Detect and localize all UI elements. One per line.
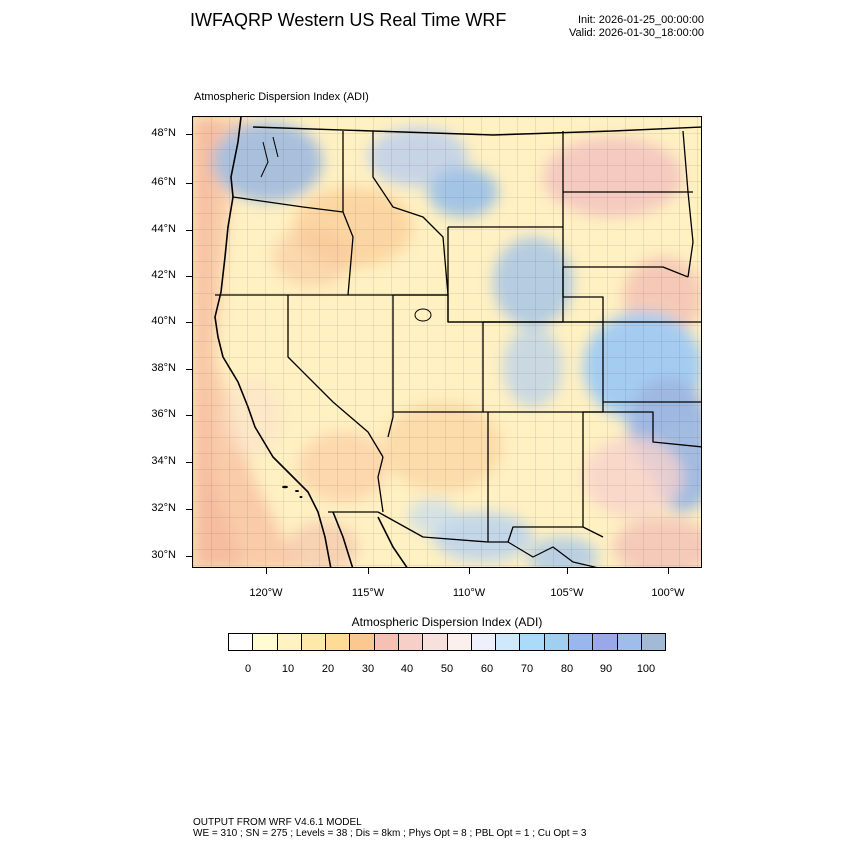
- colorbar-box: [229, 634, 253, 650]
- adi-map: [193, 117, 702, 568]
- plot-title: Atmospheric Dispersion Index (ADI): [194, 91, 369, 103]
- colorbar-label: 10: [281, 663, 295, 675]
- map-panel: [192, 116, 702, 568]
- lat-tick: [186, 369, 192, 370]
- lon-label-105w: 105°W: [550, 587, 584, 599]
- main-title: IWFAQRP Western US Real Time WRF: [190, 10, 507, 30]
- colorbar-box: [545, 634, 569, 650]
- lat-label-44n: 44°N: [151, 223, 176, 235]
- init-time: Init: 2026-01-25_00:00:00: [578, 14, 704, 26]
- colorbar-box: [520, 634, 544, 650]
- lat-label-36n: 36°N: [151, 408, 176, 420]
- lon-label-115w: 115°W: [351, 587, 385, 599]
- colorbar-box: [496, 634, 520, 650]
- colorbar-label: 90: [599, 663, 613, 675]
- lat-label-38n: 38°N: [151, 362, 176, 374]
- colorbar-label: 20: [321, 663, 335, 675]
- colorbar-title: Atmospheric Dispersion Index (ADI): [351, 615, 543, 629]
- colorbar-label: 100: [636, 663, 656, 675]
- colorbar-box: [278, 634, 302, 650]
- lat-label-42n: 42°N: [151, 269, 176, 281]
- lon-tick: [567, 568, 568, 574]
- lon-tick: [368, 568, 369, 574]
- colorbar-label: 30: [361, 663, 375, 675]
- colorbar-label: 60: [480, 663, 494, 675]
- colorbar-label: 0: [244, 663, 252, 675]
- colorbar-box: [618, 634, 642, 650]
- lat-tick: [186, 462, 192, 463]
- colorbar-box: [350, 634, 374, 650]
- lat-label-48n: 48°N: [151, 127, 176, 139]
- colorbar-box: [399, 634, 423, 650]
- lon-tick: [266, 568, 267, 574]
- lat-tick: [186, 415, 192, 416]
- colorbar-box: [253, 634, 277, 650]
- lon-label-120w: 120°W: [249, 587, 283, 599]
- colorbar-box: [326, 634, 350, 650]
- lat-tick: [186, 230, 192, 231]
- colorbar-box: [593, 634, 617, 650]
- lat-label-32n: 32°N: [151, 502, 176, 514]
- lat-label-40n: 40°N: [151, 315, 176, 327]
- lat-tick: [186, 276, 192, 277]
- colorbar-label: 50: [440, 663, 454, 675]
- colorbar-label: 80: [560, 663, 574, 675]
- colorbar-box: [642, 634, 665, 650]
- lat-label-34n: 34°N: [151, 455, 176, 467]
- lat-tick: [186, 556, 192, 557]
- colorbar-label: 40: [400, 663, 414, 675]
- colorbar-box: [375, 634, 399, 650]
- lat-tick: [186, 134, 192, 135]
- lon-tick: [469, 568, 470, 574]
- colorbar-label: 70: [520, 663, 534, 675]
- footer-model-line: OUTPUT FROM WRF V4.6.1 MODEL: [193, 817, 362, 828]
- footer-config-line: WE = 310 ; SN = 275 ; Levels = 38 ; Dis = 8km ; Phys Opt = 8 ; PBL Opt = 1 ; Cu Opt = 3: [193, 828, 587, 839]
- colorbar-box: [302, 634, 326, 650]
- lon-label-110w: 110°W: [452, 587, 486, 599]
- lat-tick: [186, 509, 192, 510]
- lon-tick: [668, 568, 669, 574]
- lat-label-30n: 30°N: [151, 549, 176, 561]
- valid-time: Valid: 2026-01-30_18:00:00: [569, 27, 704, 39]
- colorbar-box: [569, 634, 593, 650]
- lat-label-46n: 46°N: [151, 176, 176, 188]
- lat-tick: [186, 183, 192, 184]
- colorbar-box: [472, 634, 496, 650]
- colorbar-box: [448, 634, 472, 650]
- lon-label-100w: 100°W: [651, 587, 685, 599]
- county-lines: [193, 117, 702, 568]
- lat-tick: [186, 322, 192, 323]
- colorbar-box: [423, 634, 447, 650]
- colorbar: [228, 633, 666, 651]
